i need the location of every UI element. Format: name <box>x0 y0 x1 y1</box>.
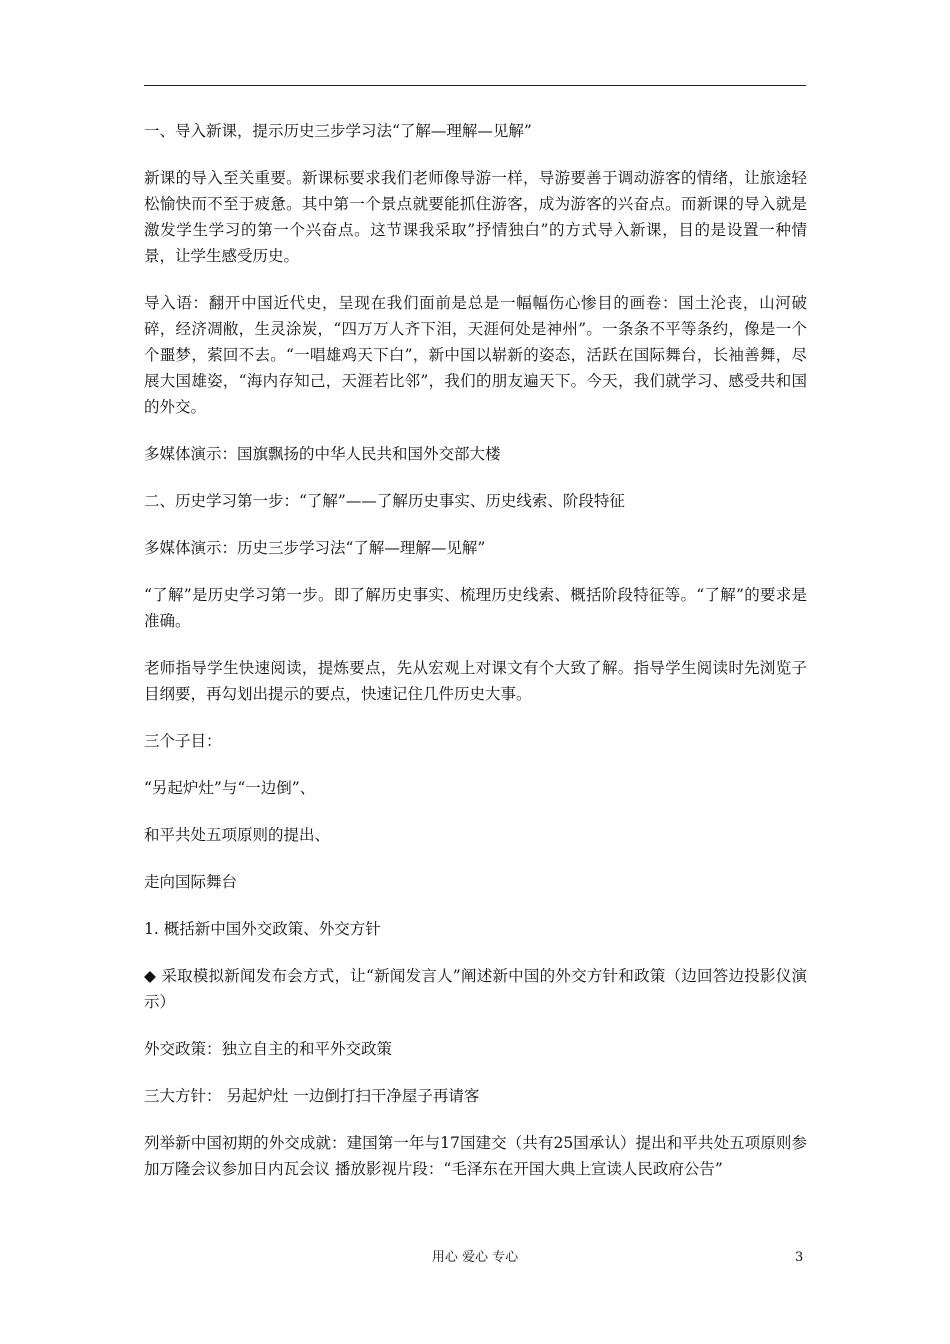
paragraph: 导入语：翻开中国近代史，呈现在我们面前是总是一幅幅伤心惨目的画卷：国土沦丧，山河破碎，经济凋敝，生灵涂炭，“四万万人齐下泪，天涯何处是神州”。一条条不平等条约，像是一个个噩梦，萦回不去。“一唱雄鸡天下白”，新中国以崭新的姿态，活跃在国际舞台，长袖善舞，尽展大国雄姿，“海内存知己，天涯若比邻”，我们的朋友遍天下。今天，我们就学习、感受共和国的外交。 <box>144 294 807 416</box>
paragraph: 新课的导入至关重要。新课标要求我们老师像导游一样，导游要善于调动游客的情绪，让旅途轻松愉快而不至于疲惫。其中第一个景点就要能抓住游客，成为游客的兴奋点。而新课的导入就是激发学生学习的第一个兴奋点。这节课我采取”抒情独白”的方式导入新课，目的是设置一种情景，让学生感受历史。 <box>144 169 807 265</box>
document-body <box>144 118 807 1203</box>
paragraph: 三个子目： <box>144 732 222 750</box>
paragraph: 外交政策：独立自主的和平外交政策 <box>144 1040 393 1058</box>
paragraph: 老师指导学生快速阅读，提炼要点，先从宏观上对课文有个大致了解。指导学生阅读时先浏览子目纲要，再勾划出提示的要点，快速记住几件历史大事。 <box>144 659 807 703</box>
bullet-item: ◆ 采取模拟新闻发布会方式，让“新闻发言人”阐述新中国的外交方针和政策（边回答边投影仪演示） <box>144 967 807 1011</box>
list-item: “另起炉灶”与“一边倒”、 <box>144 779 316 797</box>
paragraph: 三大方针： 另起炉灶 一边倒打扫干净屋子再请客 <box>144 1087 480 1105</box>
footer-motto: 用心 爱心 专心 <box>431 1250 519 1265</box>
header-rule <box>144 85 806 86</box>
section-heading-2: 二、历史学习第一步：“了解”——了解历史事实、历史线索、阶段特征 <box>144 492 625 510</box>
list-item: 和平共处五项原则的提出、 <box>144 826 331 844</box>
section-heading-1: 一、导入新课，提示历史三步学习法“了解—理解—见解” <box>144 122 532 140</box>
paragraph: “了解”是历史学习第一步。即了解历史事实、梳理历史线索、概括阶段特征等。“了解”的要求是准确。 <box>144 586 807 630</box>
numbered-item: 1. 概括新中国外交政策、外交方针 <box>144 920 381 938</box>
list-item: 走向国际舞台 <box>144 873 238 891</box>
page-number: 3 <box>795 1250 804 1265</box>
paragraph: 列举新中国初期的外交成就：建国第一年与17国建交（共有25国承认）提出和平共处五项原则参加万隆会议参加日内瓦会议 播放影视片段：“毛泽东在开国大典上宣读人民政府公告” <box>144 1134 807 1178</box>
paragraph: 多媒体演示：国旗飘扬的中华人民共和国外交部大楼 <box>144 445 501 463</box>
paragraph: 多媒体演示：历史三步学习法“了解—理解—见解” <box>144 539 486 557</box>
